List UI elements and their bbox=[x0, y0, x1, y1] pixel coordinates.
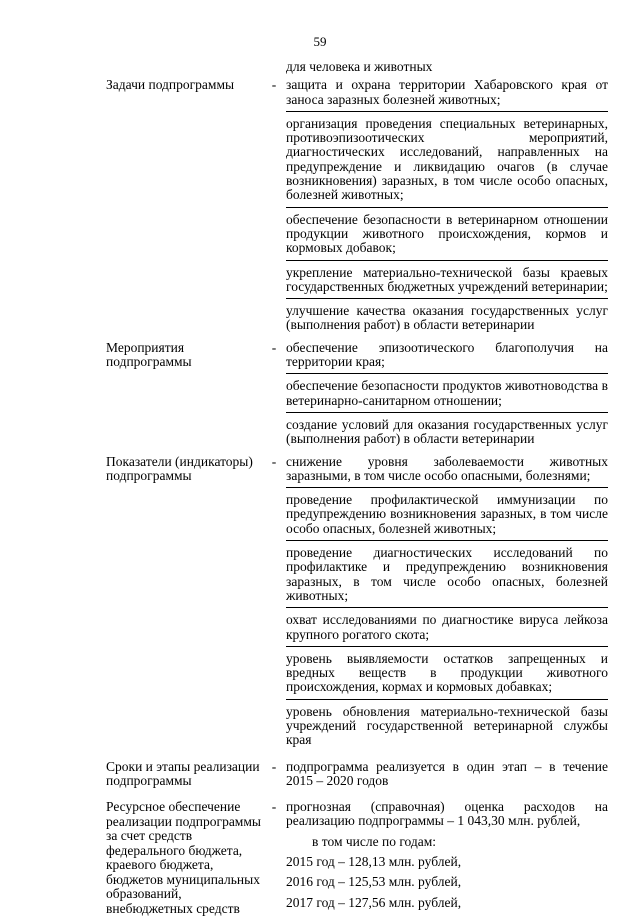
section-funding bbox=[0, 800, 640, 916]
list-item: улучшение качества оказания государственных услуг (выполнения работ) в области ветеринарии bbox=[286, 303, 608, 333]
list-item: обеспечение эпизоотического благополучия на территории края; bbox=[286, 339, 608, 370]
section-items bbox=[286, 455, 608, 752]
section-dash: - bbox=[271, 799, 277, 815]
document-body bbox=[0, 60, 640, 916]
year-row: 2016 год – 125,53 млн. рублей, bbox=[286, 874, 462, 890]
section-timeline bbox=[0, 760, 640, 793]
list-item: организация проведения специальных ветеринарных, противоэпизоотических мероприятий, диагностических исследований, направленных на предупреждение и ликвидацию очагов (в случае возникновения) заразных, в том числе особо опасных, болезней животных; bbox=[286, 115, 608, 203]
section-dash: - bbox=[271, 339, 277, 355]
section-items bbox=[286, 760, 608, 793]
divider bbox=[286, 298, 608, 299]
page-number: 59 bbox=[313, 34, 327, 49]
section-items bbox=[286, 78, 608, 336]
year-row: 2015 год – 128,13 млн. рублей, bbox=[286, 854, 462, 870]
funding-years bbox=[286, 855, 608, 910]
list-item: создание условий для оказания государственных услуг (выполнения работ) в области ветеринарии bbox=[286, 416, 608, 447]
divider bbox=[286, 373, 608, 374]
list-item: уровень выявляемости остатков запрещенных и вредных веществ в продукции животного происхождения, кормах и кормовых добавках; bbox=[286, 650, 608, 695]
list-item: подпрограмма реализуется в один этап – в течение 2015 – 2020 годов bbox=[286, 758, 608, 788]
section-label: Мероприятия подпрограммы bbox=[106, 339, 192, 370]
divider bbox=[286, 646, 608, 647]
divider bbox=[286, 487, 608, 488]
by-years-label: в том числе по годам: bbox=[312, 833, 437, 849]
section-items bbox=[286, 341, 608, 451]
divider bbox=[286, 607, 608, 608]
list-item: укрепление материально-технической базы краевых государственных бюджетных учреждений ветеринарии; bbox=[286, 264, 608, 294]
divider bbox=[286, 260, 608, 261]
section-dash: - bbox=[271, 453, 277, 469]
list-item: охват исследованиями по диагностике вируса лейкоза крупного рогатого скота; bbox=[286, 612, 608, 642]
divider bbox=[286, 412, 608, 413]
funding-intro: прогнозная (справочная) оценка расходов на реализацию подпрограммы – 1 043,30 млн. рублей, bbox=[286, 799, 608, 829]
list-item: обеспечение безопасности продуктов животноводства в ветеринарно-санитарном отношении; bbox=[286, 378, 608, 408]
section-indicators bbox=[0, 455, 640, 752]
section-dash: - bbox=[271, 758, 277, 774]
list-item: уровень обновления материально-технической базы учреждений государственной ветеринарной службы края bbox=[286, 703, 608, 748]
list-item: защита и охрана территории Хабаровского края от заноса заразных болезней животных; bbox=[286, 77, 608, 107]
divider bbox=[286, 207, 608, 208]
section-activities bbox=[0, 341, 640, 451]
section-label: Показатели (индикаторы) подпрограммы bbox=[106, 453, 253, 484]
list-item: проведение профилактической иммунизации по предупреждению возникновения заразных, в том числе особо опасных, болезней животных; bbox=[286, 492, 608, 536]
section-dash: - bbox=[271, 77, 277, 93]
section-label: Ресурсное обеспечение реализации подпрограммы за счет средств федерального бюджета, краевого бюджета, бюджетов муниципальных образований, внебюджетных средств bbox=[106, 799, 261, 916]
list-item: проведение диагностических исследований по профилактике и предупреждению возникновения заразных, в том числе особо опасных, болезней животных; bbox=[286, 545, 608, 603]
section-label: Сроки и этапы реализации подпрограммы bbox=[106, 758, 260, 789]
divider bbox=[286, 540, 608, 541]
divider bbox=[286, 699, 608, 700]
divider bbox=[286, 111, 608, 112]
list-item: снижение уровня заболеваемости животных заразными, в том числе особо опасными, болезнями; bbox=[286, 453, 608, 483]
continuation-line: для человека и животных bbox=[286, 59, 433, 74]
list-item: обеспечение безопасности в ветеринарном отношении продукции животного происхождения, кормов и кормовых добавок; bbox=[286, 211, 608, 256]
year-row: 2017 год – 127,56 млн. рублей, bbox=[286, 894, 462, 910]
section-items bbox=[286, 800, 608, 916]
section-tasks bbox=[0, 78, 640, 336]
section-label: Задачи подпрограммы bbox=[106, 77, 235, 93]
